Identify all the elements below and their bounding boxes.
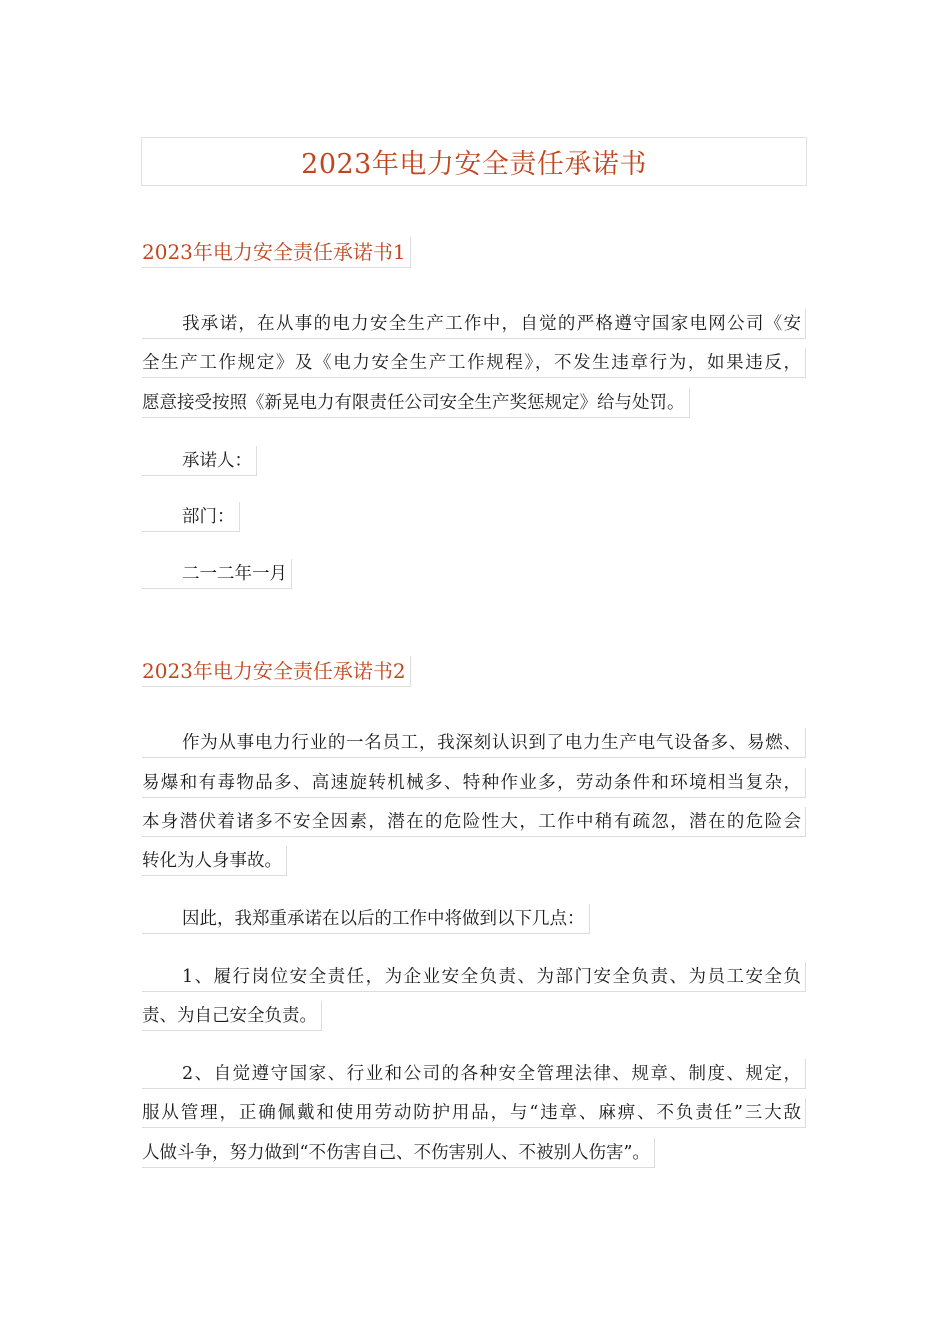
section-2-para-line: 易爆和有毒物品多、高速旋转机械多、特种作业多，劳动条件和环境相当复杂， [142,768,806,798]
document-title-box [141,137,807,186]
signer-label: 承诺人： [142,446,257,476]
list-item-1-line: 责、为自己安全负责。 [142,1001,322,1031]
list-item-1-line: 1、履行岗位安全责任，为企业安全负责、为部门安全负责、为员工安全负 [142,962,806,992]
date-line: 二一二年一月 [142,559,292,589]
list-item-2-line: 服从管理，正确佩戴和使用劳动防护用品，与“违章、麻痹、不负责任”三大敌 [142,1098,806,1128]
section-2-heading: 2023年电力安全责任承诺书2 [142,656,411,687]
section-1-para-line: 愿意接受按照《新晃电力有限责任公司安全生产奖惩规定》给与处罚。 [142,388,690,418]
list-item-2-line: 2、自觉遵守国家、行业和公司的各种安全管理法律、规章、制度、规定， [142,1059,806,1089]
section-2-para-line: 本身潜伏着诸多不安全因素，潜在的危险性大，工作中稍有疏忽，潜在的危险会 [142,807,806,837]
section-2-intro: 因此，我郑重承诺在以后的工作中将做到以下几点： [142,904,590,934]
section-2-para-line: 转化为人身事故。 [142,846,287,876]
section-1-heading: 2023年电力安全责任承诺书1 [142,237,411,268]
section-1-para-line: 全生产工作规定》及《电力安全生产工作规程》，不发生违章行为，如果违反， [142,348,806,378]
section-1-para-line: 我承诺，在从事的电力安全生产工作中，自觉的严格遵守国家电网公司《安 [142,309,806,339]
document-title: 2023年电力安全责任承诺书 [301,149,647,180]
list-item-2-line: 人做斗争，努力做到“不伤害自己、不伤害别人、不被别人伤害”。 [142,1138,655,1168]
department-label: 部门： [142,502,240,532]
section-2-para-line: 作为从事电力行业的一名员工，我深刻认识到了电力生产电气设备多、易燃、 [142,728,806,758]
